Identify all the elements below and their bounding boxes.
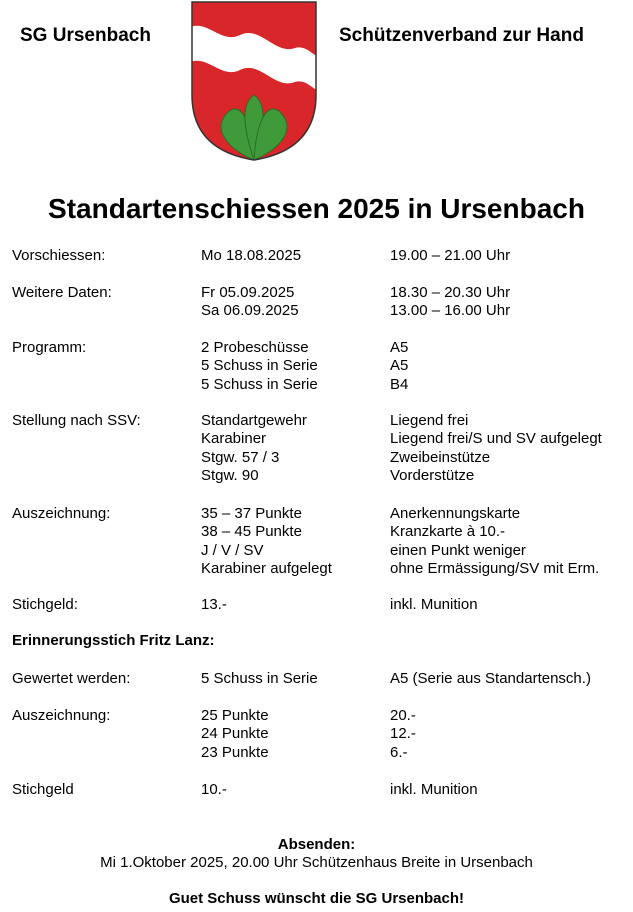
row-value-line: 13.00 – 16.00 Uhr [390, 302, 511, 320]
row-label [12, 670, 130, 688]
absenden-title: Absenden: [277, 836, 356, 853]
row-label [12, 412, 141, 430]
row-detail [201, 707, 269, 762]
row-value-line: A5 [390, 339, 409, 356]
row-detail-line: Sa 06.09.2025 [201, 302, 299, 320]
row-value [390, 707, 416, 762]
row-detail [201, 781, 227, 799]
row-label [12, 284, 112, 302]
row-value-line: A5 [390, 357, 409, 375]
row-label [12, 781, 74, 799]
row-value-line: einen Punkt weniger [390, 541, 526, 559]
row-detail-line: 38 – 45 Punkte [201, 523, 302, 541]
row-value-line: Liegend frei/S und SV aufgelegt [390, 430, 602, 448]
row-label-text: Vorschiessen: [12, 247, 106, 264]
row-value [390, 339, 408, 394]
row-detail [201, 412, 307, 486]
row-value-line: Zweibeinstütze [390, 448, 491, 466]
row-detail-line: J / V / SV [201, 541, 264, 559]
row-label-text: Stellung nach SSV: [12, 412, 141, 429]
row-value-line: 19.00 – 21.00 Uhr [390, 247, 511, 264]
row-label-text: Auszeichnung: [12, 505, 111, 522]
row-label [12, 505, 110, 523]
row-value [390, 670, 591, 688]
row-value-line: 6.- [390, 743, 408, 761]
row-label [12, 339, 86, 357]
section-title-erinnerungsstich: Erinnerungsstich Fritz Lanz: [12, 632, 215, 649]
header-right: Schützenverband zur Hand [339, 25, 584, 46]
row-value-line: inkl. Munition [390, 781, 478, 798]
row-value-line: inkl. Munition [390, 596, 478, 613]
row-detail [201, 670, 318, 688]
row-detail-line: Karabiner [201, 430, 267, 448]
row-detail-line: 10.- [201, 781, 227, 798]
row-value-line: 20.- [390, 707, 416, 724]
row-value [390, 505, 599, 579]
row-value-line: Liegend frei [390, 412, 469, 429]
row-label-text: Weitere Daten: [12, 284, 112, 301]
row-detail-line: 23 Punkte [201, 743, 269, 761]
row-label-text: Gewertet werden: [12, 670, 131, 687]
row-value [390, 284, 510, 321]
row-detail-line: 5 Schuss in Serie [201, 357, 318, 375]
row-value [390, 781, 478, 799]
row-detail [201, 339, 318, 394]
row-value [390, 247, 510, 265]
row-detail-line: Karabiner aufgelegt [201, 560, 332, 578]
row-detail-line: Standartgewehr [201, 412, 307, 429]
row-detail-line: 24 Punkte [201, 725, 269, 743]
row-value-line: A5 (Serie aus Standartensch.) [390, 670, 591, 687]
row-label-text: Stichgeld [12, 781, 74, 798]
row-detail [201, 596, 227, 614]
row-value [390, 596, 478, 614]
row-value-line: 18.30 – 20.30 Uhr [390, 284, 511, 301]
page-title: Standartenschiessen 2025 in Ursenbach [48, 193, 585, 224]
row-label [12, 247, 105, 265]
closing-text: Guet Schuss wünscht die SG Ursenbach! [168, 890, 465, 907]
row-label-text: Programm: [12, 339, 87, 356]
row-detail-line: Fr 05.09.2025 [201, 284, 295, 301]
coat-of-arms-logo [190, 0, 318, 162]
row-label [12, 707, 110, 725]
row-value-line: Kranzkarte à 10.- [390, 523, 506, 541]
row-detail-line: Mo 18.08.2025 [201, 247, 302, 264]
row-value-line: 12.- [390, 725, 416, 743]
row-value [390, 412, 602, 486]
row-detail-line: 5 Schuss in Serie [201, 375, 318, 393]
row-detail-line: 25 Punkte [201, 707, 269, 724]
row-detail-line: 35 – 37 Punkte [201, 505, 302, 522]
row-value-line: B4 [390, 375, 409, 393]
row-detail-line: Stgw. 90 [201, 467, 259, 485]
row-value-line: Vorderstütze [390, 467, 475, 485]
header-left: SG Ursenbach [20, 25, 151, 46]
row-detail-line: 2 Probeschüsse [201, 339, 309, 356]
row-detail-line: 13.- [201, 596, 227, 613]
row-detail [201, 247, 301, 265]
row-label-text: Stichgeld: [12, 596, 78, 613]
row-label-text: Auszeichnung: [12, 707, 111, 724]
absenden-text: Mi 1.Oktober 2025, 20.00 Uhr Schützenhaus Breite in Ursenbach [100, 854, 533, 871]
row-detail-line: 5 Schuss in Serie [201, 670, 318, 687]
row-detail [201, 284, 299, 321]
row-label [12, 596, 78, 614]
row-value-line: ohne Ermässigung/SV mit Erm. [390, 560, 600, 578]
row-value-line: Anerkennungskarte [390, 505, 521, 522]
row-detail-line: Stgw. 57 / 3 [201, 448, 280, 466]
row-detail [201, 505, 332, 579]
